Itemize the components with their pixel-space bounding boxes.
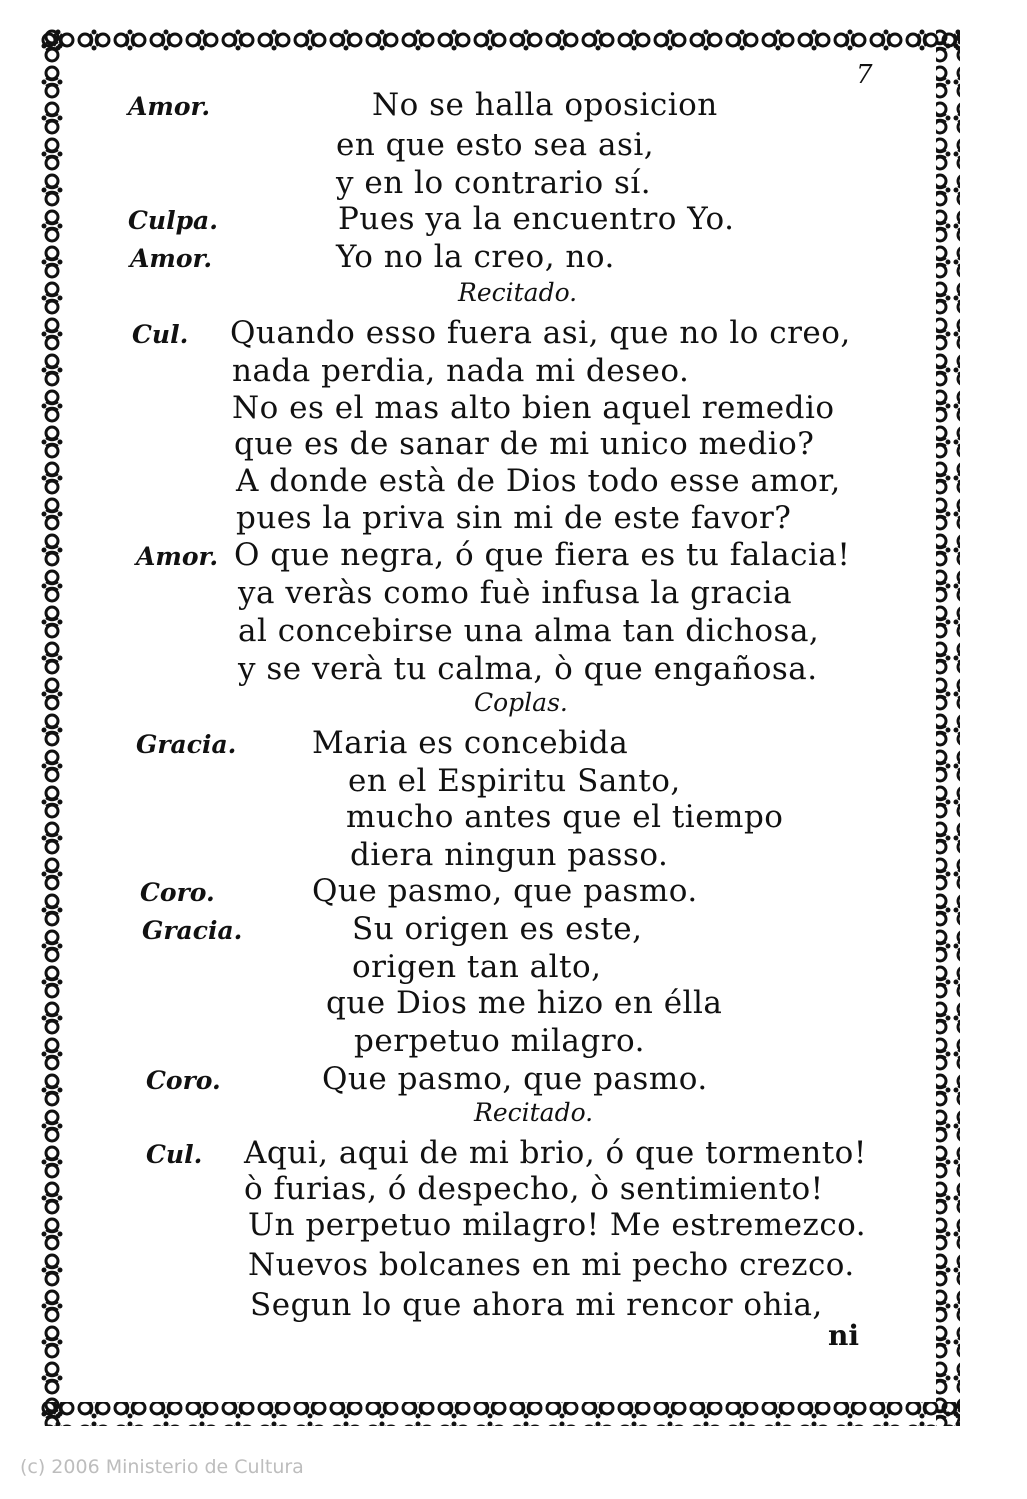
speaker-label: Culpa. — [128, 206, 218, 235]
verse-line: Su origen es este, — [352, 911, 643, 947]
speaker-label: Amor. — [136, 542, 219, 571]
verse-line: diera ningun passo. — [350, 837, 669, 873]
verse-line: que es de sanar de mi unico medio? — [234, 426, 815, 462]
section-heading: Recitado. — [474, 1098, 594, 1127]
section-heading: Recitado. — [458, 278, 578, 307]
verse-line: ò furias, ó despecho, ò sentimiento! — [244, 1171, 824, 1207]
verse-line: origen tan alto, — [352, 949, 602, 985]
verse-line: Que pasmo, que pasmo. — [322, 1061, 708, 1097]
speaker-label: Cul. — [132, 320, 189, 349]
verse-line: ya veràs como fuè infusa la gracia — [238, 575, 793, 611]
section-heading: Coplas. — [474, 688, 568, 717]
verse-line: Que pasmo, que pasmo. — [312, 873, 698, 909]
verse-line: Aqui, aqui de mi brio, ó que tormento! — [244, 1135, 867, 1171]
verse-line: No es el mas alto bien aquel remedio — [232, 390, 835, 426]
verse-line: nada perdia, nada mi deseo. — [232, 353, 690, 389]
verse-line: Quando esso fuera asi, que no lo creo, — [230, 315, 851, 351]
speaker-label: Coro. — [146, 1066, 221, 1095]
copyright-watermark: (c) 2006 Ministerio de Cultura — [20, 1456, 304, 1478]
verse-line: Yo no la creo, no. — [336, 239, 615, 275]
verse-line: Nuevos bolcanes en mi pecho crezco. — [248, 1247, 855, 1283]
verse-line: O que negra, ó que fiera es tu falacia! — [234, 537, 851, 573]
catchword: ni — [828, 1319, 859, 1352]
verse-line: A donde està de Dios todo esse amor, — [236, 463, 841, 499]
verse-line: y se verà tu calma, ò que engañosa. — [238, 651, 818, 687]
speaker-label: Amor. — [128, 92, 211, 121]
speaker-label: Amor. — [130, 244, 213, 273]
verse-line: Maria es concebida — [312, 725, 629, 761]
speaker-label: Coro. — [140, 878, 215, 907]
verse-line: No se halla oposicion — [372, 87, 718, 123]
verse-line: en que esto sea asi, — [336, 127, 655, 163]
verse-line: al concebirse una alma tan dichosa, — [238, 613, 820, 649]
verse-line: perpetuo milagro. — [354, 1023, 645, 1059]
page-number: 7 — [856, 60, 873, 90]
verse-line: mucho antes que el tiempo — [346, 799, 784, 835]
verse-line: que Dios me hizo en élla — [326, 985, 723, 1021]
verse-line: Segun lo que ahora mi rencor ohia, — [250, 1287, 823, 1323]
speaker-label: Gracia. — [136, 730, 237, 759]
speaker-label: Cul. — [146, 1140, 203, 1169]
verse-line: en el Espiritu Santo, — [348, 763, 681, 799]
verse-line: Pues ya la encuentro Yo. — [338, 201, 735, 237]
verse-line: pues la priva sin mi de este favor? — [236, 500, 792, 536]
verse-line: Un perpetuo milagro! Me estremezco. — [248, 1207, 867, 1243]
speaker-label: Gracia. — [142, 916, 243, 945]
verse-line: y en lo contrario sí. — [336, 165, 652, 201]
